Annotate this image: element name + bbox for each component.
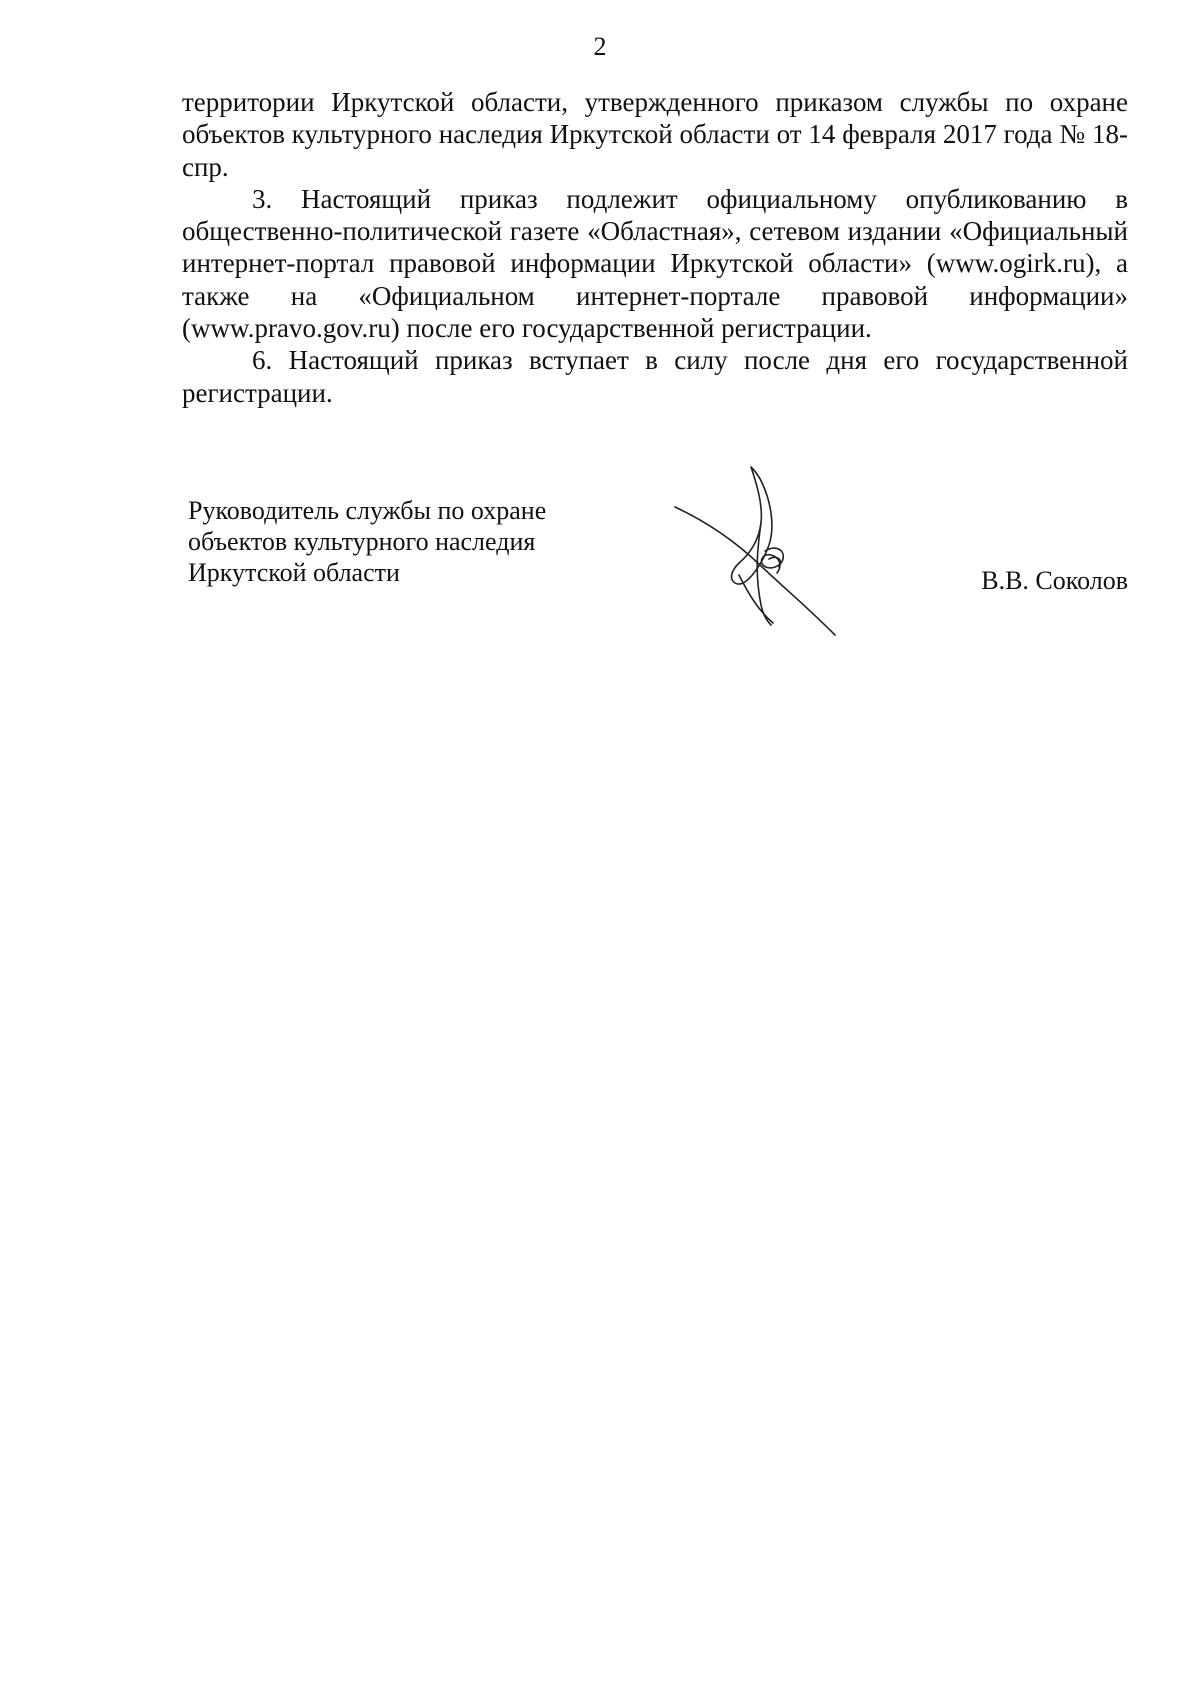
signer-name: В.В. Соколов bbox=[981, 566, 1128, 595]
handwritten-signature-icon bbox=[665, 455, 865, 650]
signatory-position-line-1: Руководитель службы по охране bbox=[188, 496, 547, 525]
signatory-position-line-3: Иркутской области bbox=[188, 558, 400, 587]
page-number: 2 bbox=[593, 32, 607, 61]
paragraph-item-3: 3. Настоящий приказ подлежит официальному опубликованию в общественно-политической газете «Областная», сетевом издании «Официальный интернет-портал правовой информации Иркутской области» (www.ogirk.ru), а также на «Официальном интернет-портале правовой информации» (www.pravo.gov.ru) после его государственной регистрации. bbox=[182, 183, 1128, 344]
signatory-position bbox=[188, 495, 708, 588]
document-body bbox=[182, 86, 1128, 409]
paragraph-continuation: территории Иркутской области, утвержденного приказом службы по охране объектов культурного наследия Иркутской области от 14 февраля 2017 года № 18-спр. bbox=[182, 87, 1128, 182]
paragraph-item-6: 6. Настоящий приказ вступает в силу после дня его государственной регистрации. bbox=[182, 345, 1128, 408]
signatory-position-line-2: объектов культурного наследия bbox=[188, 527, 536, 556]
